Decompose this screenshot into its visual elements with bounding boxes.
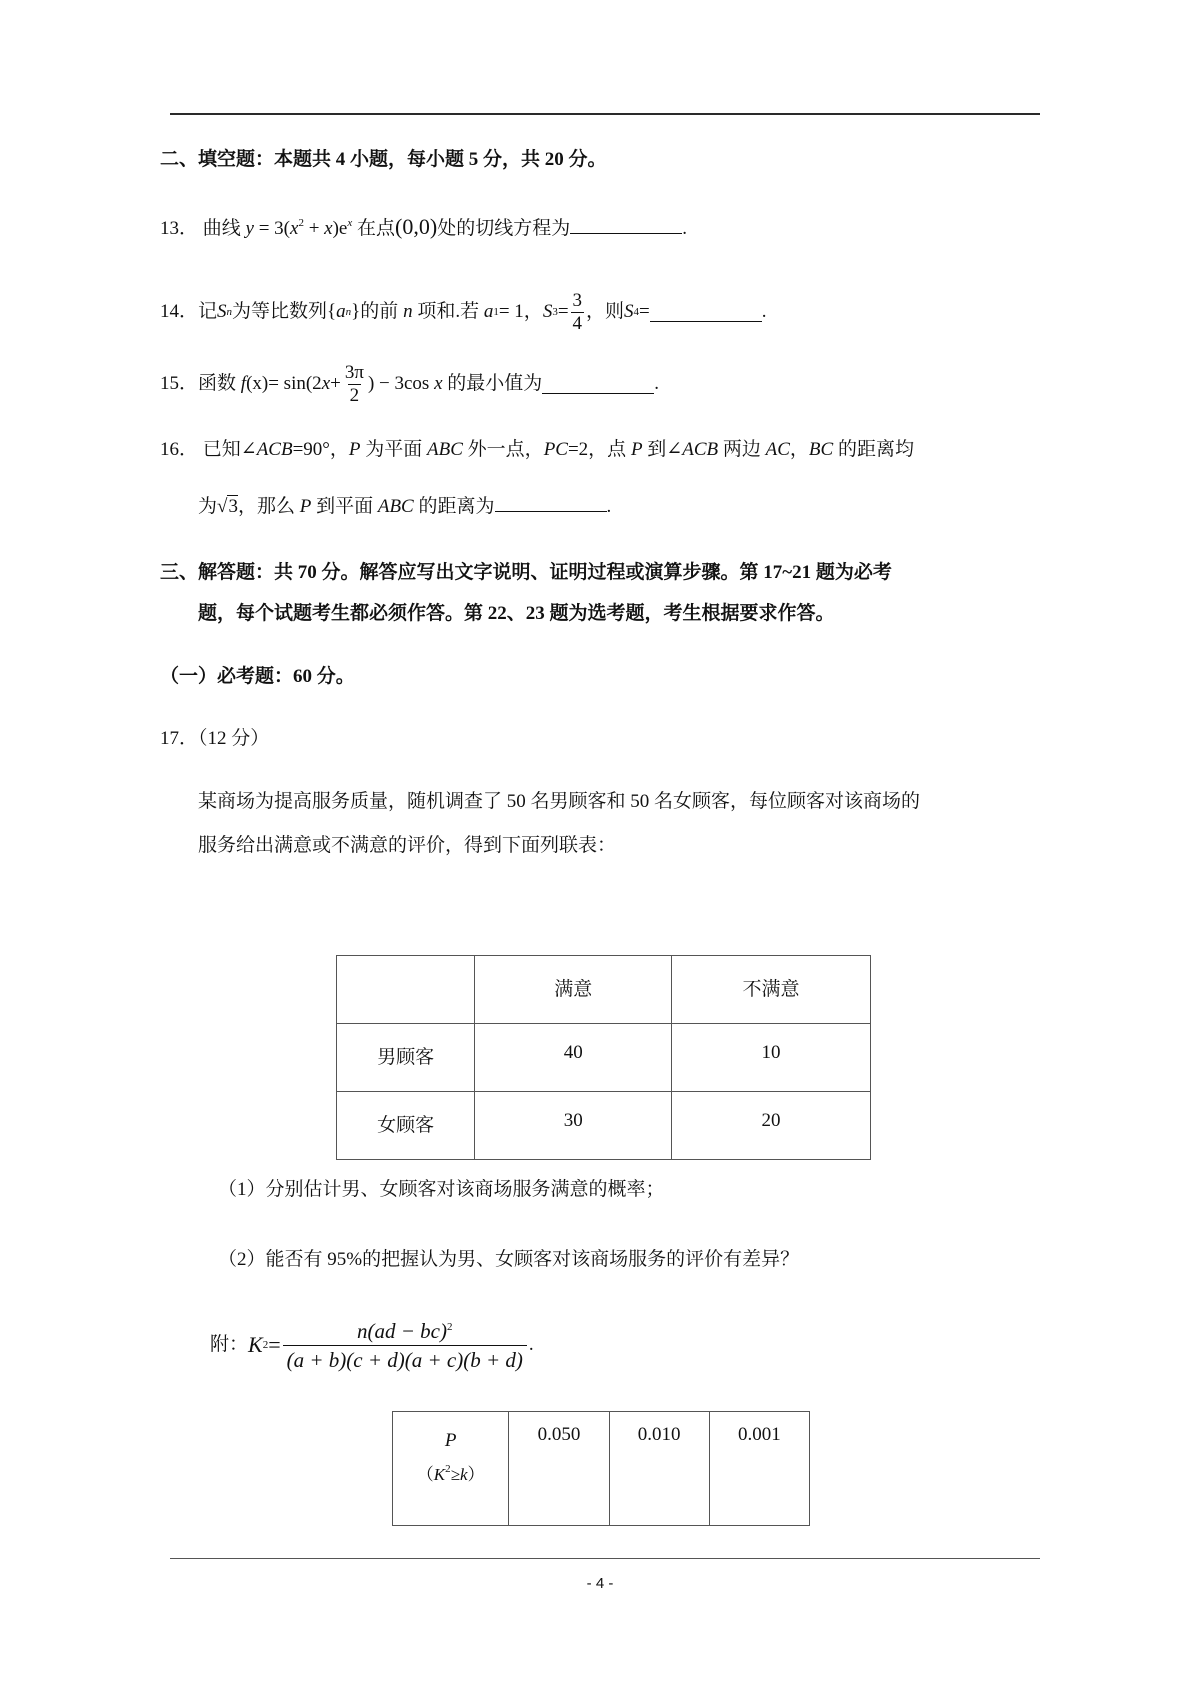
punctuation: ，: [789, 439, 809, 460]
math-var: S: [624, 301, 634, 322]
math-var: S: [217, 301, 227, 322]
question-16-line-1: [160, 438, 914, 462]
math-op: = 1: [498, 301, 524, 322]
question-16-line-2: [198, 493, 611, 519]
question-text: 外一点，: [467, 439, 544, 460]
question-text: 函数: [198, 373, 237, 394]
table-cell: 40: [475, 1024, 672, 1092]
math-op: +: [330, 373, 341, 394]
question-text: 的最小值为: [447, 373, 543, 394]
critical-value-table: [392, 1411, 810, 1526]
math-op: ≥k: [450, 1465, 468, 1484]
header-rule: [170, 113, 1040, 115]
question-17-intro-line-2: 服务给出满意或不满意的评价，得到下面列联表：: [198, 835, 617, 856]
section-3-heading-line-2: 题，每个试题考生都必须作答。第 22、23 题为选考题，考生根据要求作答。: [198, 603, 835, 624]
fraction-numerator: [355, 1317, 454, 1345]
question-17-intro-line-1: 某商场为提高服务质量，随机调查了 50 名男顾客和 50 名女顾客，每位顾客对该商场的: [198, 791, 921, 812]
p-label-cell: [393, 1412, 509, 1526]
math-var: K: [248, 1332, 263, 1357]
fraction-denominator: 4: [572, 312, 583, 334]
fraction: [343, 362, 366, 407]
math-var: AC: [765, 439, 790, 460]
math-var: ABC: [427, 439, 463, 460]
p-value-cell: 0.001: [709, 1412, 809, 1526]
answer-blank[interactable]: [650, 303, 762, 322]
question-text: 的距离为: [418, 496, 495, 517]
table-header-cell: 不满意: [672, 956, 871, 1024]
sqrt-sign: √: [217, 496, 228, 517]
math-op: = sin(2: [268, 373, 322, 394]
question-text: 到∠: [647, 439, 683, 460]
math-var: x: [321, 373, 331, 394]
math-var: n: [403, 301, 413, 322]
p-condition: [393, 1458, 508, 1492]
fraction-denominator: 2: [349, 384, 360, 406]
answer-blank[interactable]: [570, 215, 682, 234]
math-op: = 3(: [253, 218, 291, 239]
math-var: f: [240, 373, 247, 394]
question-text: =90°，: [292, 439, 349, 460]
table-cell: 20: [672, 1092, 871, 1160]
table-row: [337, 1024, 871, 1092]
question-text: 在点: [357, 218, 396, 239]
math-op: =: [268, 1332, 281, 1357]
question-15: [160, 352, 659, 416]
question-text: 的距离均: [837, 439, 914, 460]
p-label: P: [444, 1430, 457, 1451]
math-op: {: [327, 301, 337, 322]
section-2-heading: 二、填空题：本题共 4 小题，每小题 5 分，共 20 分。: [160, 149, 607, 170]
answer-blank[interactable]: [542, 375, 654, 394]
math-var: x: [290, 218, 299, 239]
math-var: PC: [543, 439, 568, 460]
math-op: (x): [246, 373, 269, 394]
question-number: 14．: [160, 301, 199, 322]
question-text: 为平面: [365, 439, 423, 460]
question-text: ，则: [586, 301, 625, 322]
formula-label: 附：: [210, 1334, 249, 1355]
question-14: 14． 记 S n 为等比数列 { a n } 的前 n 项和.若 a 1 = 1 ， S 3 = $\frac{3}{4}$ ，则 S 4 = .: [160, 289, 767, 334]
math-var: BC: [808, 439, 834, 460]
question-number: 15．: [160, 373, 199, 394]
math-var: ABC: [377, 496, 414, 517]
punctuation: .: [528, 1334, 534, 1355]
question-text: 项和.若: [417, 301, 480, 322]
p-value-cell: 0.050: [509, 1412, 609, 1526]
math-var: ACB: [682, 439, 719, 460]
math-sup: 2: [447, 1320, 453, 1333]
question-17-header: 17．（12 分）: [160, 728, 270, 749]
question-17-part-1: （1）分别估计男、女顾客对该商场服务满意的概率；: [218, 1179, 665, 1200]
fraction: [283, 1317, 527, 1374]
question-text: 到平面: [316, 496, 374, 517]
page-number: - 4 -: [586, 1575, 614, 1592]
table-header-cell: [337, 956, 475, 1024]
question-number: 16．: [160, 439, 199, 460]
question-text: 处的切线方程为: [437, 218, 571, 239]
section-3-heading-line-1: 三、解答题：共 70 分。解答应写出文字说明、证明过程或演算步骤。第 17~21 题为必考: [160, 562, 892, 583]
math-var: x: [324, 218, 333, 239]
math-var: P: [630, 439, 643, 460]
question-text: 为: [198, 496, 218, 517]
contingency-table: [336, 955, 871, 1160]
fraction-numerator: 3: [572, 289, 583, 311]
math-op: +: [303, 218, 325, 239]
question-text: 已知∠: [202, 439, 257, 460]
question-text: ，那么: [237, 496, 295, 517]
question-17-part-2: （2）能否有 95%的把握认为男、女顾客对该商场服务的评价有差异？: [218, 1249, 800, 1270]
math-sup: 2: [445, 1463, 451, 1475]
square-root: [217, 495, 238, 519]
question-text: 记: [198, 301, 218, 322]
math-var: a: [483, 301, 494, 322]
answer-blank[interactable]: [495, 493, 607, 512]
math-op: )e: [332, 218, 348, 239]
punctuation: .: [606, 496, 612, 517]
math-var: y: [245, 218, 254, 239]
table-row: [393, 1412, 810, 1526]
table-cell: 男顾客: [337, 1024, 475, 1092]
table-cell: 女顾客: [337, 1092, 475, 1160]
punctuation: .: [682, 218, 687, 239]
numerator-expr: n(ad − bc): [357, 1318, 447, 1343]
sqrt-radicand: 3: [228, 496, 238, 517]
paren: （: [416, 1465, 434, 1484]
math-var: x: [434, 373, 443, 394]
math-sup: x: [347, 217, 353, 229]
math-var: P: [348, 439, 361, 460]
question-text: 两边: [722, 439, 761, 460]
punctuation: ，: [523, 301, 543, 322]
table-row: [337, 1092, 871, 1160]
math-point: (0,0): [395, 214, 438, 239]
math-sup: 2: [298, 217, 304, 229]
table-header-row: [337, 956, 871, 1024]
punctuation: .: [654, 373, 660, 394]
math-var: K: [433, 1465, 446, 1484]
question-text: 的前: [360, 301, 399, 322]
math-var: S: [542, 301, 553, 322]
math-var: P: [299, 496, 312, 517]
fraction-numerator: 3π: [344, 361, 364, 383]
question-number: 13．: [160, 218, 199, 239]
p-value-cell: 0.010: [609, 1412, 709, 1526]
question-text: 曲线: [202, 218, 241, 239]
footer-rule: [170, 1558, 1040, 1559]
math-var: ACB: [256, 439, 293, 460]
math-op: =: [639, 301, 650, 322]
math-op: =: [557, 301, 569, 322]
fraction: [571, 290, 585, 335]
question-text: 为等比数列: [232, 301, 328, 322]
math-op: }: [351, 301, 361, 322]
math-var: a: [336, 301, 346, 322]
fraction-denominator: (a + b)(c + d)(a + c)(b + d): [283, 1345, 527, 1374]
math-op: ) − 3cos: [367, 373, 430, 394]
table-cell: 10: [672, 1024, 871, 1092]
question-text: =2，点: [567, 439, 627, 460]
table-header-cell: 满意: [475, 956, 672, 1024]
paren: ）: [467, 1465, 485, 1484]
k-squared-formula: 附： K 2 = $\frac{n(ad - bc)^2}{(a + b)(c + d)(a + c)(b + d)}$ .: [210, 1318, 534, 1372]
table-cell: 30: [475, 1092, 672, 1160]
punctuation: .: [761, 301, 767, 322]
question-13: [160, 215, 687, 241]
subsection-heading: （一）必考题：60 分。: [160, 666, 355, 687]
